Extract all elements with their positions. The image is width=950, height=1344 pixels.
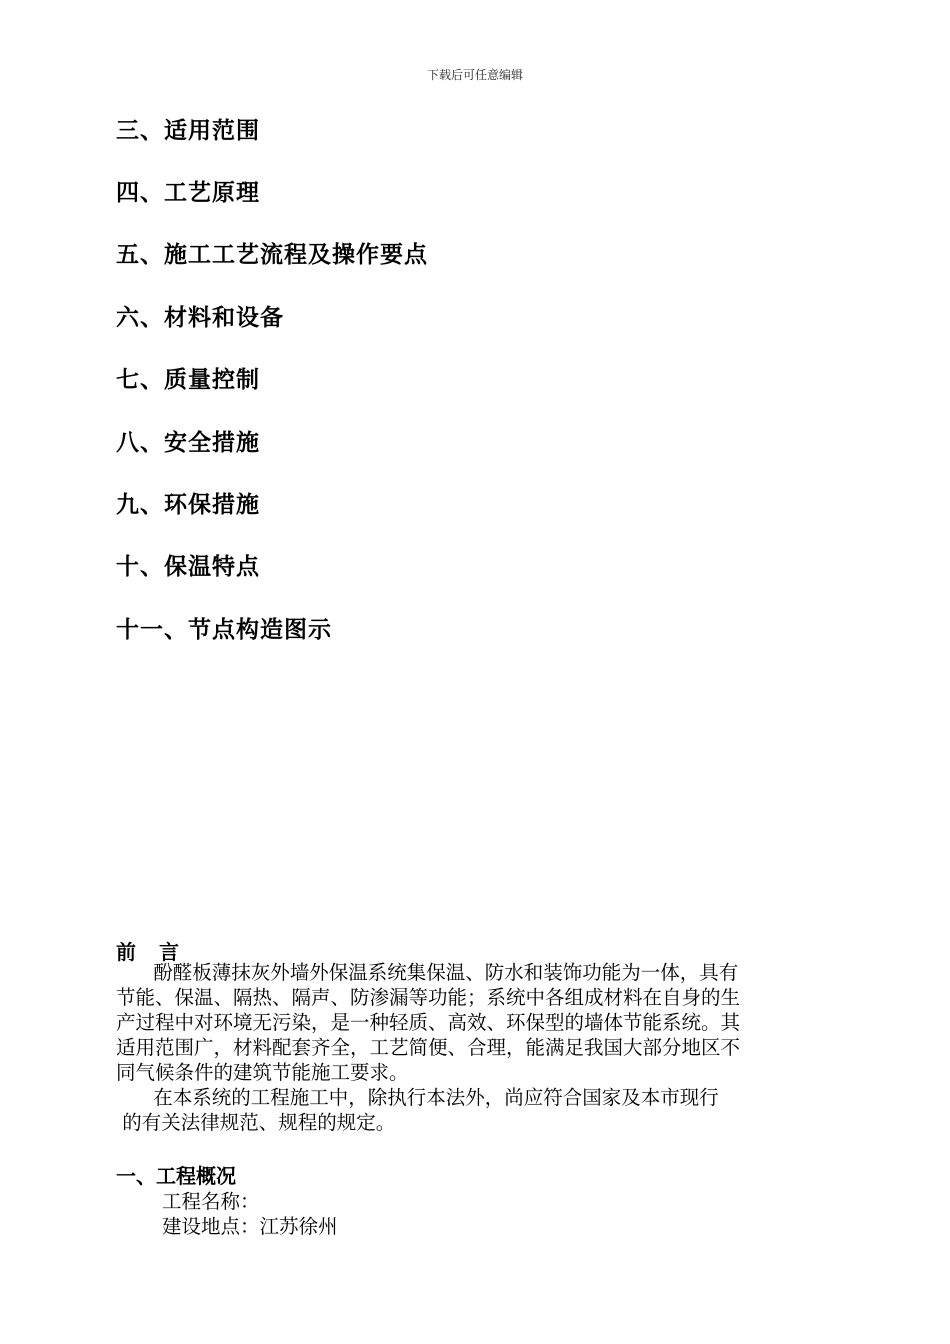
preface-paragraph-line: 同气候条件的建筑节能施工要求。	[116, 1061, 409, 1084]
toc-item-principle: 四、工艺原理	[116, 179, 260, 206]
toc-item-scope: 三、适用范围	[116, 117, 260, 144]
toc-item-quality: 七、质量控制	[116, 366, 260, 393]
preface-paragraph-line: 产过程中对环境无污染，是一种轻质、高效、环保型的墙体节能系统。其	[116, 1011, 741, 1034]
preface-paragraph-line: 节能、保温、隔热、隔声、防渗漏等功能；系统中各组成材料在自身的生	[116, 986, 741, 1009]
preface-title: 前 言	[116, 940, 187, 964]
toc-item-materials: 六、材料和设备	[116, 304, 284, 331]
project-name-label: 工程名称：	[162, 1190, 260, 1213]
page-header-note: 下载后可任意编辑	[426, 68, 523, 82]
section-title-overview: 一、工程概况	[116, 1164, 236, 1188]
toc-item-process: 五、施工工艺流程及操作要点	[116, 241, 428, 268]
preface-paragraph-line: 在本系统的工程施工中，除执行本法外，尚应符合国家及本市现行	[116, 1086, 719, 1109]
toc-item-environment: 九、环保措施	[116, 491, 260, 518]
toc-item-diagrams: 十一、节点构造图示	[116, 616, 332, 643]
toc-item-safety: 八、安全措施	[116, 429, 260, 456]
location-label: 建设地点：江苏徐州	[162, 1215, 338, 1238]
toc-item-features: 十、保温特点	[116, 553, 260, 580]
preface-paragraph-line: 适用范围广，材料配套齐全，工艺简便、合理，能满足我国大部分地区不	[116, 1036, 741, 1059]
preface-paragraph-line: 酚醛板薄抹灰外墙外保温系统集保温、防水和装饰功能为一体，具有	[116, 961, 739, 984]
preface-paragraph-line: 的有关法律规范、规程的规定。	[116, 1111, 396, 1134]
